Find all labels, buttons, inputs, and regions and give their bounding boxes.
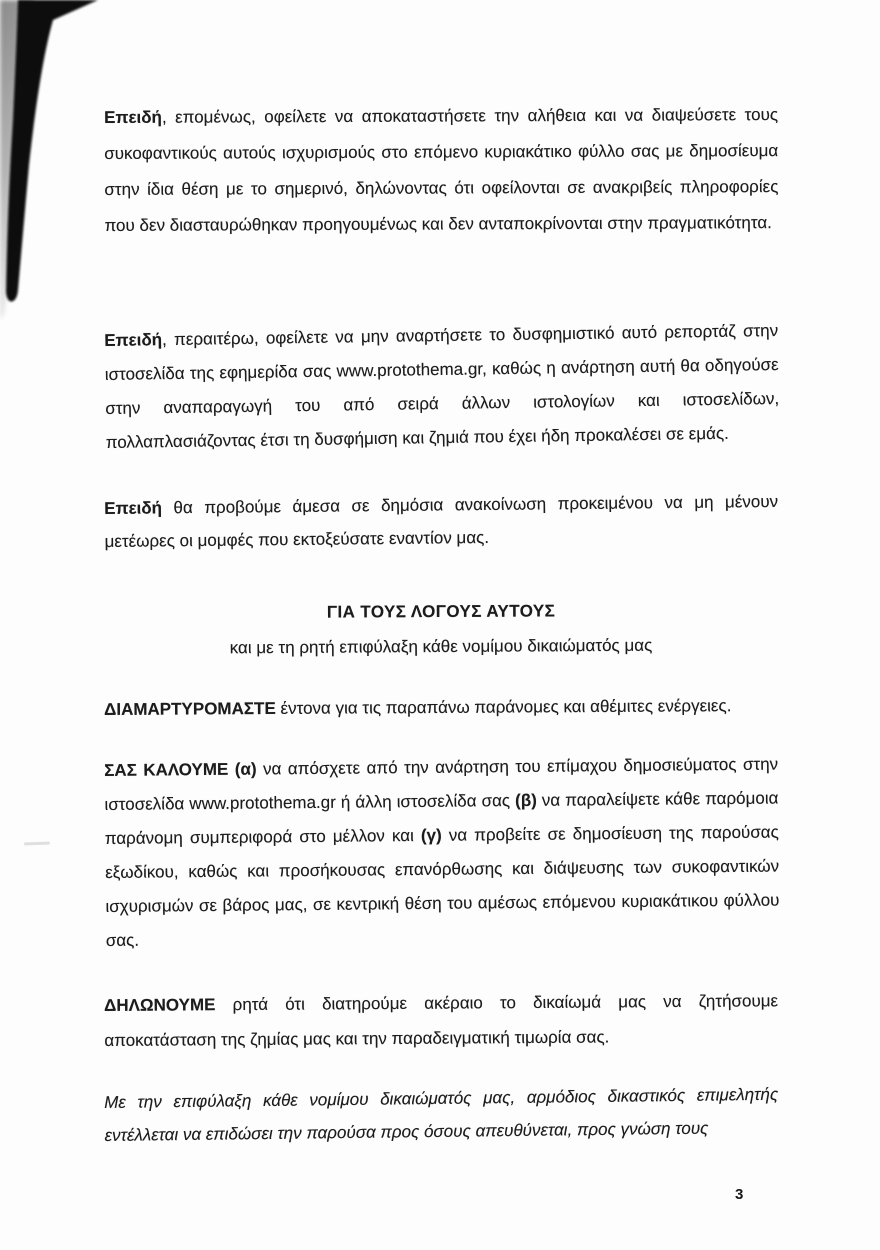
- section-heading-for-these-reasons: ΓΙΑ ΤΟΥΣ ΛΟΓΟΥΣ ΑΥΤΟΥΣ: [326, 601, 556, 622]
- paragraph-protest: [104, 688, 778, 728]
- page-number: 3: [735, 1186, 744, 1203]
- paragraph-body-text: , επομένως, οφείλετε να αποκαταστήσετε την αλήθεια και να διαψεύσετε τους συκοφαντικούς αυτούς ισχυρισμούς στο επόμενο κυριακάτικο φύλλο σας με δημοσίευμα στην ίδια θέση με το σημερινό, δηλώνοντας ότι οφείλονται σε ανακριβείς πληροφορίες που δεν διασταυρώθηκαν προηγουμένως και δεν ανταποκρίνονται στην πραγματικότητα.: [104, 105, 779, 235]
- paragraph-body-text: να απόσχετε από την ανάρτηση του επίμαχου δημοσιεύματος στην ιστοσελίδα www.protothema.gr ή άλλη ιστοσελίδα σας: [104, 754, 779, 814]
- smudge-mark: [24, 842, 50, 846]
- paragraph-lead-word: ΔΗΛΩΝΟΥΜΕ: [104, 995, 216, 1015]
- paragraph-demands-list: [104, 748, 780, 958]
- paragraph-lead-word: ΔΙΑΜΑΡΤΥΡΟΜΑΣΤΕ: [104, 698, 276, 719]
- paragraph-body-text: να παραλείψετε κάθε παρόμοια παράνομη συμπεριφορά στο μέλλον και: [104, 788, 779, 848]
- paragraph-body-text: να προβείτε σε δημοσίευση της παρούσας εξωδίκου, καθώς και προσήκουσας επανόρθωσης και διάψευσης των συκοφαντικών ισχυρισμών σε βάρος μας, σε κεντρική θέση του αμέσως επόμενου κυριακάτικου φύλλου σας.: [105, 822, 780, 950]
- paragraph-body-text: ρητά ότι διατηρούμε ακέραιο το δικαίωμά μας να ζητήσουμε αποκατάσταση της ζημίας μας και την παραδειγματική τιμωρία σας.: [104, 991, 779, 1050]
- paragraph-public-announcement: [104, 485, 779, 558]
- paragraph-declaration: [104, 983, 778, 1058]
- paragraph-lead-word: Επειδή: [104, 330, 163, 350]
- paragraph-body-text: , περαιτέρω, οφείλετε να μην αναρτήσετε το δυσφημιστικό αυτό ρεπορτάζ στην ιστοσελίδα της εφημερίδα σας www.protothema.gr, καθώς η ανάρτηση αυτή θα οδηγούσε στην αναπαραγωγή του από σειρά άλλων ιστολογίων και ιστοσελίδων, πολλαπλασιάζοντας έτσι τη δυσφήμιση και ζημιά που έχει ήδη προκαλέσει σε εμάς.: [104, 321, 780, 452]
- paragraph-lead-word: ΣΑΣ ΚΑΛΟΥΜΕ (α): [104, 759, 257, 780]
- paragraph-lead-word: Επειδή: [104, 107, 162, 127]
- scan-black-wedge: [6, 0, 98, 302]
- paragraph-no-web-posting: [104, 314, 780, 460]
- scan-gray-band: [0, 0, 34, 320]
- paragraph-body-text: θα προβούμε άμεσα σε δημόσια ανακοίνωση προκειμένου να μη μένουν μετέωρες οι μομφές που εκτοξεύσατε εναντίον μας.: [104, 491, 779, 551]
- paragraph-body-text: έντονα για τις παραπάνω παράνομες και αθέμιτες ενέργειες.: [275, 696, 732, 718]
- paragraph-restore-truth: [104, 97, 779, 244]
- list-marker-beta: (β): [515, 790, 537, 811]
- list-marker-gamma: (γ): [420, 825, 442, 845]
- section-subheading-rights-reservation: και με τη ρητή επιφύλαξη κάθε νομίμου δικαιώματός μας: [229, 635, 653, 658]
- paragraph-bailiff-service-note: Με την επιφύλαξη κάθε νομίμου δικαιώματός μας, αρμόδιος δικαστικός επιμελητής εντέλλεται να επιδώσει την παρούσα προς όσους απευθύνεται, προς γνώση τους: [104, 1084, 779, 1145]
- paragraph-lead-word: Επειδή: [104, 498, 163, 518]
